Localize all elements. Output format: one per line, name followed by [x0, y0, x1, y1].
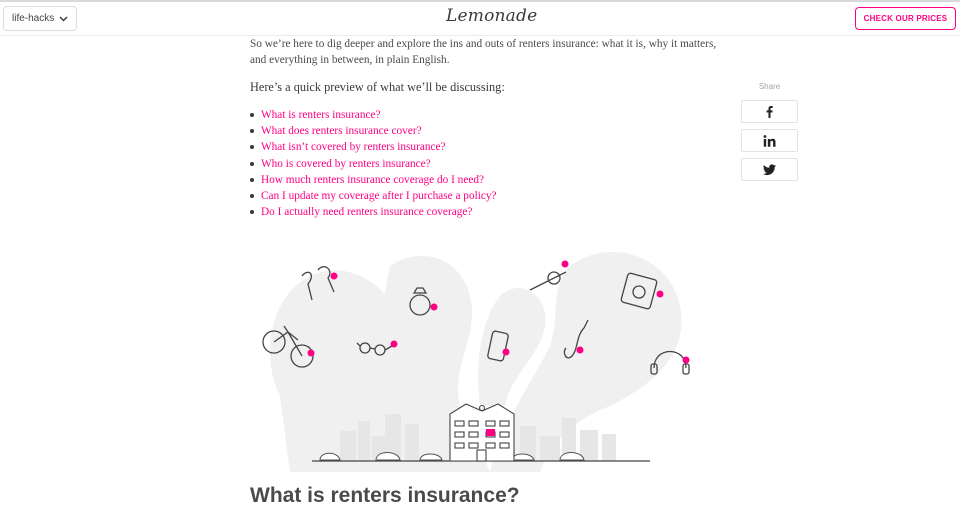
category-label: life-hacks: [12, 13, 55, 24]
toc-link-what-covers[interactable]: What does renters insurance cover?: [261, 125, 422, 138]
toc-item: [250, 172, 497, 188]
section-heading: What is renters insurance?: [250, 484, 520, 507]
bullet-icon: [250, 194, 254, 198]
twitter-icon: [763, 164, 776, 176]
share-twitter-button[interactable]: [741, 158, 798, 181]
linkedin-icon: [763, 135, 776, 147]
toc-item: [250, 107, 497, 123]
bullet-icon: [250, 129, 254, 133]
apartment-building-icon: [450, 404, 514, 461]
share-label: Share: [758, 82, 781, 91]
table-of-contents: [250, 107, 497, 220]
share-linkedin-button[interactable]: [741, 129, 798, 152]
toc-link-need-coverage[interactable]: Do I actually need renters insurance coverage?: [261, 206, 473, 219]
toc-link-what-is[interactable]: What is renters insurance?: [261, 109, 381, 122]
bullet-icon: [250, 178, 254, 182]
facebook-icon: [766, 106, 773, 118]
toc-item: [250, 204, 497, 220]
renters-insurance-illustration: [250, 236, 710, 472]
bullet-icon: [250, 145, 254, 149]
check-prices-button[interactable]: CHECK OUR PRICES: [855, 7, 956, 30]
toc-item: [250, 188, 497, 204]
bullet-icon: [250, 162, 254, 166]
bullet-icon: [250, 210, 254, 214]
toc-link-not-covered[interactable]: What isn’t covered by renters insurance?: [261, 141, 446, 154]
bullet-icon: [250, 113, 254, 117]
toc-item: [250, 156, 497, 172]
lemonade-logo[interactable]: Lemonade: [446, 6, 538, 26]
chevron-down-icon: [59, 16, 68, 22]
share-facebook-button[interactable]: [741, 100, 798, 123]
intro-paragraph: So we’re here to dig deeper and explore the ins and outs of renters insurance: what it is, why it matters, and everything in between, in plain English.: [250, 38, 717, 66]
top-navigation-bar: [0, 0, 960, 36]
toc-link-update-coverage[interactable]: Can I update my coverage after I purchase a policy?: [261, 190, 497, 203]
toc-item: [250, 139, 497, 155]
toc-link-how-much[interactable]: How much renters insurance coverage do I need?: [261, 173, 485, 186]
toc-link-who-covered[interactable]: Who is covered by renters insurance?: [261, 157, 431, 170]
preview-heading: Here’s a quick preview of what we’ll be discussing:: [250, 80, 505, 94]
share-panel: [741, 82, 798, 187]
toc-item: [250, 123, 497, 139]
category-dropdown[interactable]: [3, 6, 77, 31]
